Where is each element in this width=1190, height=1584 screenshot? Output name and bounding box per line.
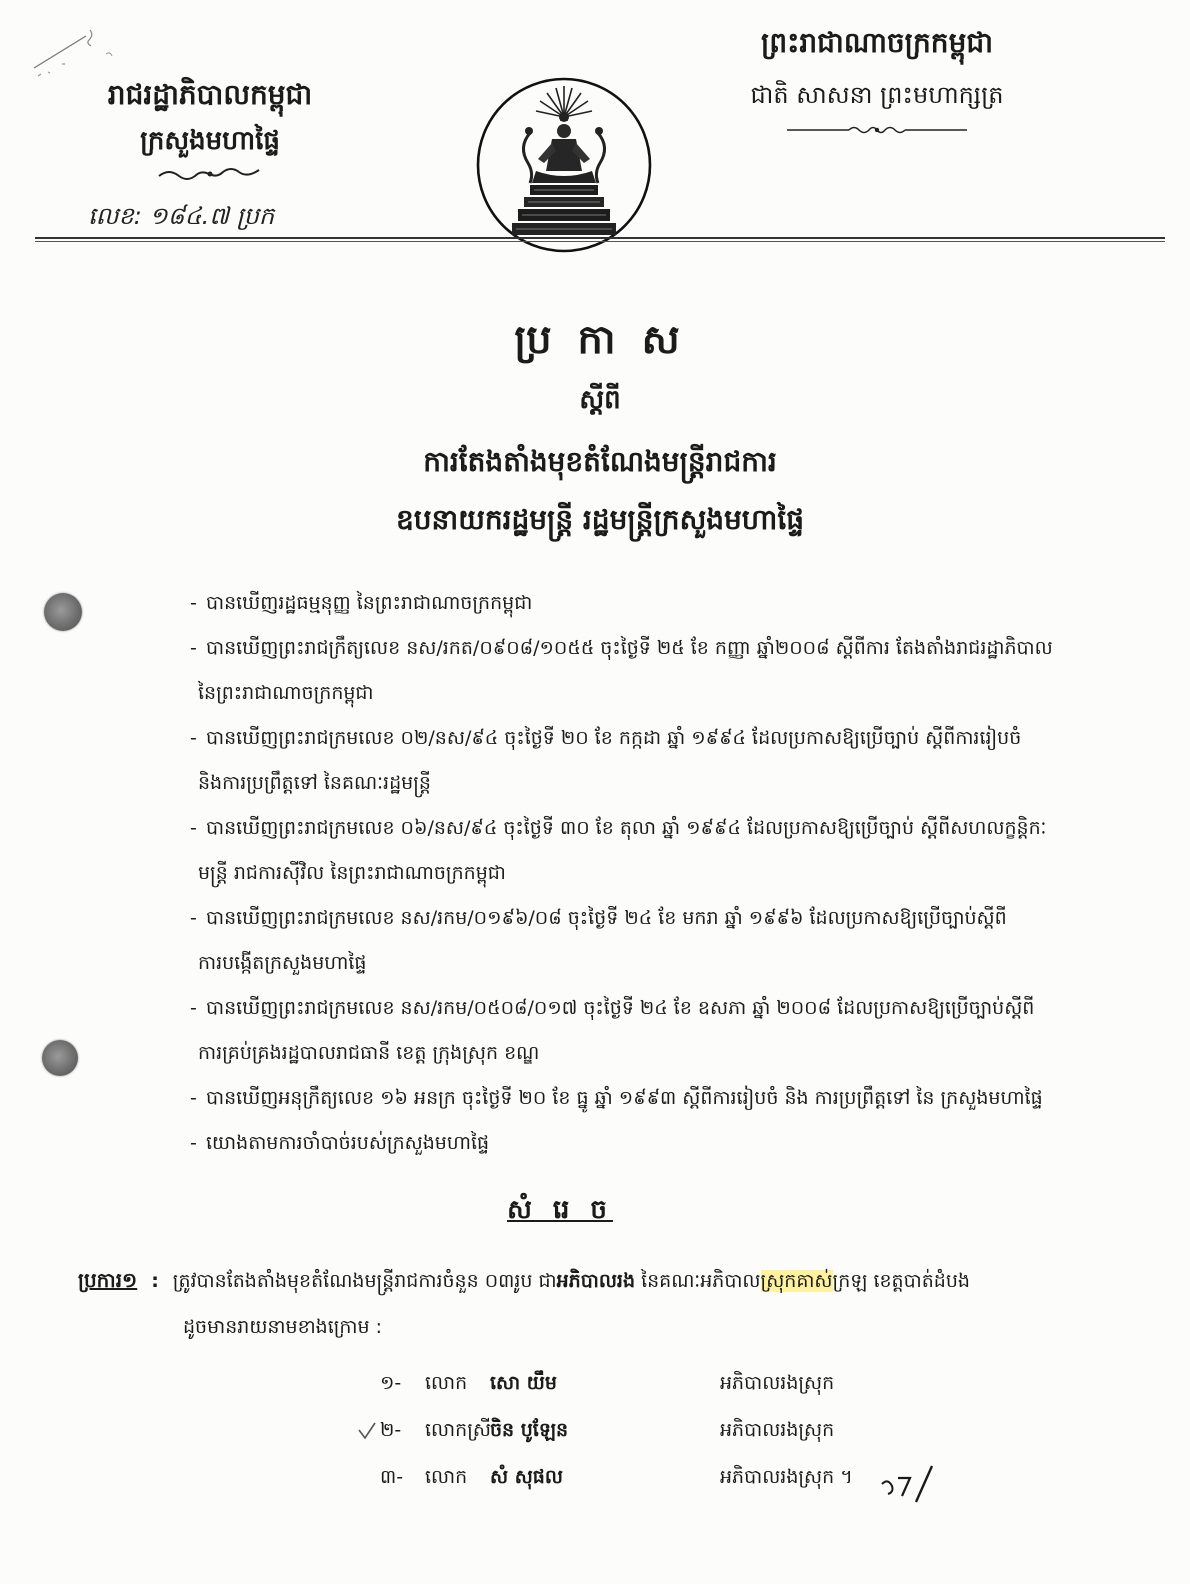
- kingdom-name: ព្រះរាជាណាចក្រកម្ពុជា: [760, 26, 993, 59]
- appointee-position: អភិបាលរងស្រុក: [720, 1419, 835, 1441]
- government-name: រាជរដ្ឋាភិបាលកម្ពុជា: [107, 78, 313, 111]
- highlighted-district-name: ស្រុកគាស់: [760, 1270, 833, 1292]
- appointee-number: ២-: [380, 1419, 402, 1441]
- consideration-text-continued: មន្ត្រី រាជការស៊ីវិល នៃព្រះរាជាណាចក្រកម្ពុជា: [198, 862, 506, 884]
- appointee-number: ១-: [380, 1372, 402, 1394]
- appointee-name: ចិន បូឡែន: [490, 1419, 569, 1441]
- document-subject: ការតែងតាំងមុខតំណែងមន្ត្រីរាជការ: [423, 445, 777, 478]
- article-1: [78, 1257, 1123, 1350]
- consideration-item: [190, 896, 1125, 986]
- ornament-line-icon: [787, 124, 967, 136]
- header-divider: [35, 237, 1165, 244]
- punch-hole-bottom: [42, 1040, 78, 1076]
- handwritten-initial-icon: [878, 1462, 938, 1508]
- consideration-text: បានឃើញព្រះរាជក្រមលេខ នស/រកម/០៥០៨/០១៧ ចុះថ្ងៃទី ២៤ ខែ ឧសភា ឆ្នាំ ២០០៨ ដែលប្រកាសឱ្យប្រើច្បាប់ស្តីពី: [206, 997, 1035, 1019]
- consideration-item: [190, 581, 1125, 626]
- consideration-text: បានឃើញរដ្ឋធម្មនុញ្ញ នៃព្រះរាជាណាចក្រកម្ពុជា: [206, 592, 533, 614]
- consideration-text: យោងតាមការចាំបាច់របស់ក្រសួងមហាផ្ទៃ: [206, 1132, 490, 1154]
- considerations-list: [190, 581, 1125, 1166]
- article-text: ក្រឡ ខេត្តបាត់ដំបង: [832, 1270, 970, 1292]
- ministry-name: ក្រសួងមហាផ្ទៃ: [140, 126, 280, 156]
- consideration-text: បានឃើញព្រះរាជក្រឹត្យលេខ នស/រកត/០៩០៨/១០៥៥ ចុះថ្ងៃទី ២៥ ខែ កញ្ញា ឆ្នាំ២០០៨ ស្តីពីការ តែងតាំងរាជរដ្ឋាភិបាល: [206, 637, 1053, 659]
- handwritten-check-icon: [356, 1420, 378, 1442]
- consideration-text-continued: ការគ្រប់គ្រងរដ្ឋបាលរាជធានី ខេត្ត ក្រុងស្រុក ខណ្ឌ: [198, 1042, 540, 1064]
- consideration-text: បានឃើញអនុក្រឹត្យលេខ ១៦ អនក្រ ចុះថ្ងៃទី ២០ ខែ ធ្នូ ឆ្នាំ ១៩៩៣ ស្តីពីការរៀបចំ និង ការប្រព្រឹត្តទៅ នៃ ក្រសួងមហាផ្ទៃ: [206, 1087, 1043, 1109]
- appointee-title: លោក: [425, 1466, 468, 1488]
- appointee-row: [380, 1407, 940, 1454]
- consideration-item: [190, 986, 1125, 1076]
- article-1-line-continued: ដូចមានរាយនាមខាងក្រោម :: [183, 1316, 383, 1338]
- article-label: ប្រការ១: [78, 1268, 138, 1292]
- reference-number: លេខ: ១៨៤.៧ ប្រក: [88, 202, 275, 230]
- bullet-dash: -: [190, 727, 197, 749]
- appointee-name: សំ សុផល: [490, 1466, 563, 1488]
- appointee-position: អភិបាលរងស្រុក ។: [720, 1466, 853, 1488]
- article-text: ត្រូវបានតែងតាំងមុខតំណែងមន្ត្រីរាជការចំនួន ០៣រូប ជា: [172, 1270, 557, 1292]
- appointee-row: [380, 1454, 940, 1501]
- punch-hole-top: [44, 593, 82, 631]
- bullet-dash: -: [190, 1087, 197, 1109]
- title-about: ស្តីពី: [579, 385, 621, 415]
- consideration-text: បានឃើញព្រះរាជក្រមលេខ នស/រកម/០១៩៦/០៨ ចុះថ្ងៃទី ២៤ ខែ មករា ឆ្នាំ ១៩៩៦ ដែលប្រកាសឱ្យប្រើច្បាប់ស្តីពី: [206, 907, 1007, 929]
- appointee-name: សោ យឹម: [490, 1372, 557, 1394]
- appointee-position: អភិបាលរងស្រុក: [720, 1372, 835, 1394]
- bullet-dash: -: [190, 817, 197, 839]
- article-colon: :: [151, 1270, 159, 1292]
- header-left-block: [60, 72, 360, 182]
- consideration-item: [190, 1076, 1125, 1121]
- flourish-ornament-icon: [155, 166, 265, 182]
- appointee-title: លោក: [425, 1372, 468, 1394]
- document-type: ប្រ កា ស: [514, 317, 686, 363]
- appointee-title: លោកស្រី: [425, 1419, 491, 1441]
- consideration-item: [190, 626, 1125, 716]
- article-1-line: [78, 1257, 1123, 1304]
- bullet-dash: -: [190, 637, 197, 659]
- consideration-text: បានឃើញព្រះរាជក្រមលេខ ០៦/នស/៩៤ ចុះថ្ងៃទី ៣០ ខែ តុលា ឆ្នាំ ១៩៩៤ ដែលប្រកាសឱ្យប្រើច្បាប់ ស្តីពីសហលក្ខន្តិកៈ: [206, 817, 1047, 839]
- consideration-text-continued: និងការប្រព្រឹត្តទៅ នៃគណៈរដ្ឋមន្ត្រី: [198, 772, 431, 794]
- bullet-dash: -: [190, 907, 197, 929]
- consideration-text: បានឃើញព្រះរាជក្រមលេខ ០២/នស/៩៤ ចុះថ្ងៃទី ២០ ខែ កក្កដា ឆ្នាំ ១៩៩៤ ដែលប្រកាសឱ្យប្រើច្បាប់ ស្តីពីការរៀបចំ: [206, 727, 1022, 749]
- article-text: នៃគណៈអភិបាល: [635, 1270, 761, 1292]
- consideration-item: [190, 806, 1125, 896]
- national-motto: ជាតិ សាសនា ព្រះមហាក្សត្រ: [750, 81, 1004, 109]
- royal-emblem-icon: [472, 75, 657, 255]
- consideration-text-continued: នៃព្រះរាជាណាចក្រកម្ពុជា: [198, 682, 374, 704]
- consideration-text-continued: ការបង្កើតក្រសួងមហាផ្ទៃ: [198, 952, 367, 974]
- appointee-row: [380, 1360, 940, 1407]
- document-issuer: ឧបនាយករដ្ឋមន្ត្រី រដ្ឋមន្ត្រីក្រសួងមហាផ្ទៃ: [395, 503, 804, 536]
- appointee-number: ៣-: [380, 1466, 404, 1488]
- bullet-dash: -: [190, 997, 197, 1019]
- header-right-block: [727, 20, 1027, 136]
- bullet-dash: -: [190, 592, 197, 614]
- article-text-bold: អភិបាលរង: [556, 1270, 636, 1292]
- consideration-item: [190, 1121, 1125, 1166]
- bullet-dash: -: [190, 1132, 197, 1154]
- decision-heading: សំ រេ ច: [507, 1195, 613, 1225]
- consideration-item: [190, 716, 1125, 806]
